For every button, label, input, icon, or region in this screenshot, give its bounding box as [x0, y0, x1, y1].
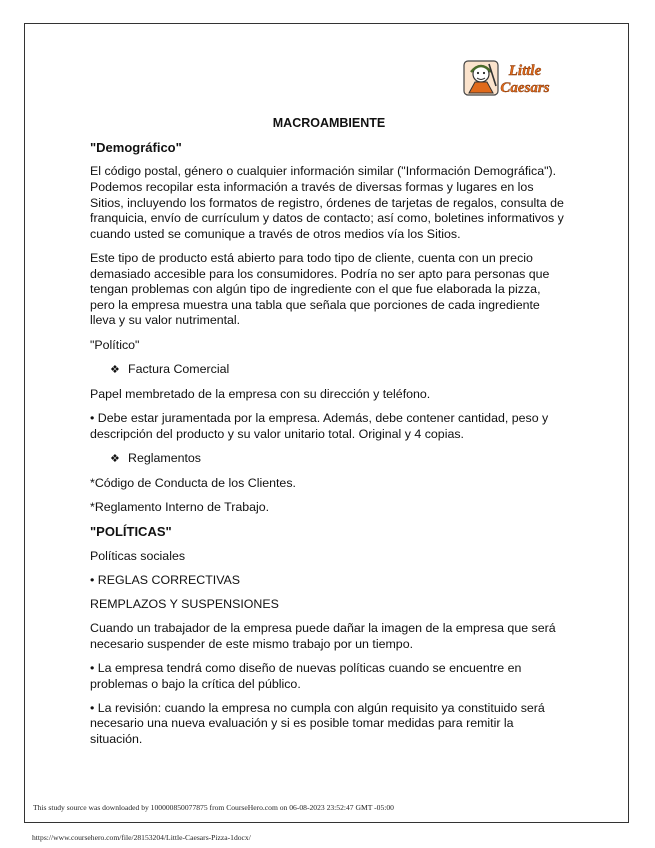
paragraph-revision: • La revisión: cuando la empresa no cumpla con algún requisito ya constituido será necesario una nueva evaluación y si es posible tomar medidas para remitir la situación.	[90, 700, 545, 746]
paragraph-informacion-demografica: El código postal, género o cualquier información similar ("Información Demográfica"). Podemos recopilar esta información a través de diversas formas y lugares en los Sitios, incluyendo los formatos de registro, órdenes de tarjetas de regalos, consulta de franquicia, envío de currículum y datos de contacto; así como, boletines informativos y cuando usted se comunique a través de otros medios vía los Sitios.	[90, 164, 564, 241]
diamond-bullet-icon: ❖	[110, 363, 120, 376]
bullet-text: Factura Comercial	[128, 361, 230, 376]
document-title: MACROAMBIENTE	[272, 116, 386, 130]
heading-demografico: "Demográfico"	[90, 140, 182, 156]
bullet-reglamentos	[90, 451, 568, 468]
paragraph-papel-membretado: Papel membretado de la empresa con su dirección y teléfono.	[90, 386, 431, 401]
paragraph-nuevas-politicas: • La empresa tendrá como diseño de nuevas políticas cuando se encuentre en problemas o bajo la crítica del público.	[90, 660, 522, 691]
bullet-factura-comercial	[90, 362, 568, 379]
paragraph-suspension: Cuando un trabajador de la empresa puede dañar la imagen de la empresa que será necesario suspender de este mismo trabajo por un tiempo.	[90, 621, 556, 651]
paragraph-remplazos: REMPLAZOS Y SUSPENSIONES	[90, 596, 279, 611]
logo-text-line1: Little	[508, 63, 542, 79]
heading-politicas: "POLÍTICAS"	[90, 524, 172, 540]
paragraph-reglas-correctivas: • REGLAS CORRECTIVAS	[90, 572, 241, 587]
source-url[interactable]: https://www.coursehero.com/file/28153204/Little-Caesars-Pizza-1docx/	[32, 833, 251, 842]
document-body	[90, 116, 568, 756]
paragraph-reglamento-interno: *Reglamento Interno de Trabajo.	[90, 500, 270, 515]
bullet-text: Reglamentos	[128, 450, 202, 465]
diamond-bullet-icon: ❖	[110, 452, 120, 465]
label-politico: "Político"	[90, 337, 140, 352]
logo-text-line2: Caesars	[500, 80, 550, 96]
paragraph-politicas-sociales: Políticas sociales	[90, 548, 186, 563]
caesar-logo-icon	[463, 58, 557, 98]
paragraph-juramentada: • Debe estar juramentada por la empresa. Además, debe contener cantidad, peso y descripción del producto y su valor unitario total. Original y 4 copias.	[90, 411, 549, 441]
download-source-note: This study source was downloaded by 100000850077875 from CourseHero.com on 06-08-2023 23:52:47 GMT -05:00	[33, 803, 394, 812]
paragraph-tipo-producto: Este tipo de producto está abierto para todo tipo de cliente, cuenta con un precio demasiado accesible para los consumidores. Podría no ser apto para personas que tengan problemas con algún tipo de ingrediente con el que fue elaborada la pizza, pero la empresa muestra una tabla que señala que porciones de cada ingrediente lleva y su valor nutrimental.	[90, 250, 550, 328]
little-caesars-logo	[463, 58, 557, 98]
paragraph-codigo-conducta: *Código de Conducta de los Clientes.	[90, 476, 296, 491]
